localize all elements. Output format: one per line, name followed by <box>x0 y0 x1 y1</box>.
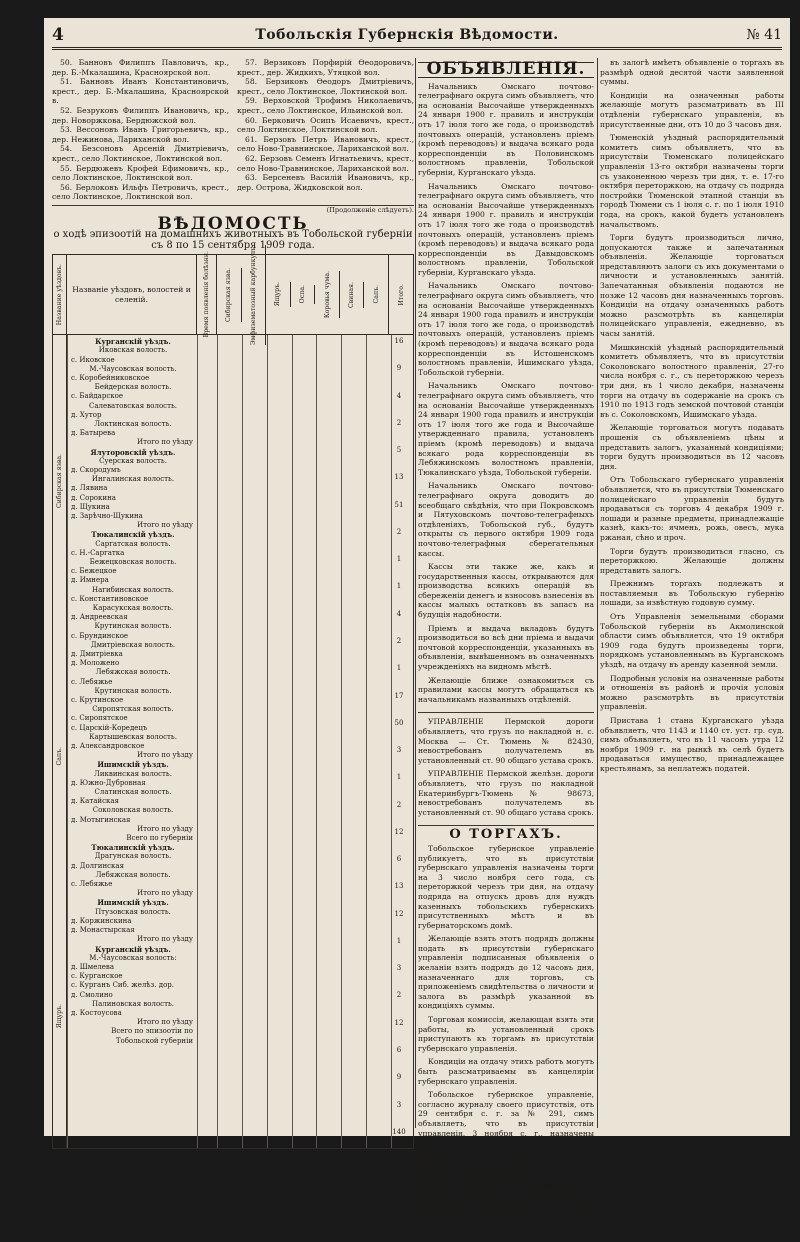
auction-paragraph: Желающіе принять на себя этотъ подрядъ должны быть подписаны въ губернскомъ управленіи до 12 ч. дня, назначеннаго для торговъ, съ представленіемъ залоговъ для обезпеченія подряда. <box>418 1180 594 1238</box>
side-label: Сибирская язва. <box>55 454 63 509</box>
auction-paragraph: Торговая комиссія, желающая взять эти работы, въ установленный срокъ приступаютъ къ торгамъ въ присутствіи губернскаго управленія. <box>418 1015 594 1053</box>
village-row: с. Бежецкое <box>71 567 117 576</box>
district-row: Ишимскій уѣздъ. <box>97 898 169 908</box>
table-rows <box>69 337 197 1046</box>
announcements-list <box>418 82 594 709</box>
announcement-paragraph: Начальникъ Омскаго почтово-телеграфнаго округа симъ объявляетъ, что на основаніи Высочайше утвержденныхъ 24 января 1900 года правилъ и инструкціи отъ 17 іюля того же года, о производствѣ почтовыхъ операцій, установленъ пріемъ (кромѣ переводовъ) и выдача всякаго рода корреспонденціи въ Истошенскомъ волостномъ правленіи, Ишимскаго уѣзда, Тобольской губерніи. <box>418 281 594 377</box>
total-cell: 3 <box>396 746 402 755</box>
village-row: д. Долгинская <box>71 861 124 870</box>
continuation-note: (Продолженіе слѣдуетъ). <box>326 205 414 214</box>
total-cell: 12 <box>394 1018 404 1027</box>
volost-row: Палиновская волость. <box>92 999 174 1008</box>
issue-number: № 41 <box>746 26 782 43</box>
notice-paragraph: Прежнимъ торгахъ подлежатъ и поставляемыя въ Тобольскую губернію лошади, за извѣстную годовую сумму. <box>600 579 784 608</box>
column-divider <box>597 58 598 1128</box>
total-cell: 1 <box>396 555 402 564</box>
total-cell: 3 <box>396 964 402 973</box>
volost-row: Ликвинская волость. <box>94 769 172 778</box>
total-cell: 6 <box>396 1046 402 1054</box>
volost-row: Слатинская волость. <box>94 788 172 797</box>
announcement-paragraph: Кассы эти также же, какъ и государственныя кассы, открываются для производства всякихъ операцій въ сбереженіи денегъ и взносовъ взнесенія въ кассы малыхъ остатковъ въ запасъ на будущія надобности. <box>418 562 594 620</box>
auction-paragraph: Тобольское губернское управленіе публикуетъ, что въ присутствіи губернскаго управленія назначены торги на 3 число ноября сего года, съ переторжкой черезъ три дня, на отдачу подряда на отпускъ дровъ для нуждъ казенныхъ тобольскихъ губернскихъ присутственныхъ мѣстъ и въ губернаторскомъ домѣ. <box>418 843 594 930</box>
village-row: с. Лебяжье <box>71 880 113 889</box>
village-row: д. Моложено <box>71 659 120 668</box>
village-row: с. Иковское <box>71 355 115 364</box>
volost-row: Салеватовская волость. <box>88 401 178 410</box>
total-cell: 16 <box>394 337 404 346</box>
disease-column-header: Коровья чума. <box>315 271 340 318</box>
auctions-title: О ТОРГАХЪ. <box>449 827 563 843</box>
village-row: с. Сиропятское <box>71 714 128 723</box>
notice-paragraph: Пристава 1 стана Курганскаго уѣзда объявляетъ, что 1143 и 1140 ст. уст. гр. суд. симъ объявляетъ, что въ 11 часовъ утра 12 ноября 1909 г. на рынкѣ въ селѣ будетъ продаваться имущество, принадлежащее крестьянамъ, за неплатежъ податей. <box>600 716 784 773</box>
notice-paragraph: Тюменскій уѣздный распорядительный комитетъ симъ объявляетъ, что въ присутствіи Тюменскаго полицейскаго управленія 13-го октября назначены торги съ узаконенною черезъ три дня, т. е. 17-го октября переторжкою, на отдачу съ подряда постройки Тюменской этапной станціи въ городѣ Тюмени съ 1 іюля с. г. по 1 іюля 1910 года, на срокъ, какой будетъ установленъ начальствомъ. <box>600 133 784 229</box>
village-row: д. Катайская <box>71 797 119 806</box>
left-column <box>52 58 414 1136</box>
railway-notice: УПРАВЛЕНІЕ Пермской желѣзн. дороги объявляетъ, что грузъ по накладной Екатеринбургъ-Тюмень № 98673, невостребованъ получателемъ въ установленный ст. 90 общаго устава срокъ. <box>418 769 594 817</box>
notice-paragraph: Торги будутъ производиться гласно, съ переторжкою. Желающіе должны представить залогъ. <box>600 546 784 575</box>
district-row: Ялуторовскій уѣздъ. <box>90 447 176 457</box>
total-row: Итого по уѣзду <box>137 521 193 530</box>
auctions-list <box>418 844 594 1242</box>
list-entry: 58. Берзиковъ Ѳеодоръ Дмитріевичъ, крест., село Локтинское, Локтинской вол. <box>237 77 414 96</box>
volost-row: Бейдерская волость. <box>94 383 172 392</box>
district-row: Тюкалинскій уѣздъ. <box>91 843 175 853</box>
village-row: д. Лявина <box>71 484 108 493</box>
village-row: д. Южно-Дубровная <box>71 778 146 787</box>
village-row: с. Константиновское <box>71 594 149 603</box>
total-cell: 51 <box>394 500 404 509</box>
total-cell: 6 <box>396 855 402 864</box>
side-label: Сапъ. <box>55 747 63 766</box>
name-list-col1 <box>52 58 229 202</box>
middle-column <box>418 58 594 1238</box>
table-body <box>53 335 413 1148</box>
header-name: Названіе уѣздовъ, волостей и селеній. <box>67 255 197 334</box>
volost-row: Суерская волость. <box>99 456 167 465</box>
total-row: Всего по губерніи <box>126 834 193 843</box>
total-cell: 1 <box>396 582 402 591</box>
total-row: Итого по уѣзду <box>137 438 193 447</box>
name-list <box>52 58 414 206</box>
list-entry: 51. Банновъ Иванъ Константиновичъ, крест., дер. Б.-Мкалашина, Красноярской в. <box>52 77 229 106</box>
village-row: д. Хутор <box>71 410 102 419</box>
notice-paragraph: Желающіе торговаться могутъ подавать прошенія съ объявленіемъ цѣны и представить залогъ, указанный кондиціями; торги будутъ производиться въ 12 часовъ дня. <box>600 423 784 471</box>
district-row: Тюкалинскій уѣздъ. <box>91 530 175 540</box>
list-entry: 59. Верховской Трофимъ Николаевичъ, крест., село Локтинское, Ильинской вол. <box>237 96 414 115</box>
total-row: Итого по уѣзду <box>137 935 193 944</box>
village-row: д. Зарѣчно-Щукина <box>71 511 143 520</box>
auction-paragraph: Тобольское губернское управленіе, согласно журналу своего присутствія, отъ 29 сентября с. г. за № 291, симъ объявляетъ, что въ присутствіи управленія, 3 ноября с. г., назначены торги съ узаконенною черезъ три дня переторжкою, на подрядъ работъ по очисткѣ дымовыхъ трубъ въ казенныхъ зданіяхъ города Тобольска. <box>418 1090 594 1176</box>
vedomost-subtitle: о ходѣ эпизоотій на домашнихъ животныхъ въ Тобольской губерніи съ 8 по 15 сентября 1909 года. <box>53 229 413 252</box>
list-entry: 57. Верзиковъ Порфирій Ѳеодоровичъ, крест., дер. Жидкихъ, Утяцкой вол. <box>237 58 414 77</box>
header-total: Итого. <box>397 283 405 306</box>
volost-row: Крутинская волость. <box>94 686 172 695</box>
total-cell: 4 <box>396 391 402 400</box>
list-entry: 62. Берзовъ Семенъ Игнатьевичъ, крест., село Ново-Травнинское, Лариханской вол. <box>237 153 414 173</box>
newspaper-page <box>44 18 790 1238</box>
notice-paragraph: Подробныя условія на означенные работы и отношенія въ районѣ и прочія условія можно разсмотрѣть въ присутствіи управленія. <box>600 673 784 712</box>
railway-notice: УПРАВЛЕНІЕ Пермской дороги объявляетъ, что грузъ по накладной н. с. Москва — Ст. Тюмень № 82430, невостребованъ получателемъ въ установленный ст. 90 общаго устава срокъ. <box>418 717 594 765</box>
list-entry: 50. Банновъ Филиппъ Павловичъ, кр., дер. Б.-Мкалашина, Красноярской вол. <box>52 58 229 77</box>
village-row: д. Мотыгинская <box>71 815 131 824</box>
volost-row: Нагибинская волость. <box>92 585 174 594</box>
disease-column-header: Эмфизематозный карбункулъ. <box>242 245 267 345</box>
village-row: д. Скородумъ <box>71 465 121 474</box>
announcement-paragraph: Желающіе ближе ознакомиться съ правилами кассы могутъ обращаться къ начальникамъ названныхъ отдѣленій. <box>418 675 594 704</box>
volost-row: Иковская волость. <box>98 346 168 355</box>
disease-column-header: Ящуръ. <box>266 282 291 306</box>
total-cell: 9 <box>396 364 402 373</box>
total-cell: 1 <box>396 936 402 945</box>
notice-paragraph: Отъ Управленія земельными сборами Тобольской губерніи въ Акмолинской области симъ объявляется, что 19 октября 1909 года будутъ произведены торги, порядкомъ установленнымъ въ Курганскомъ уѣздѣ, на отдачу въ аренду казенной земли. <box>600 612 784 670</box>
announcement-paragraph: Начальникъ Омскаго почтово-телеграфнаго округа доводитъ до всеобщаго свѣдѣнія, что при Покровскомъ и Пятуховскомъ почтово-телеграфныхъ отдѣленіяхъ, Тобольской губ., будутъ открыты съ первого октября 1909 года почтово-телеграфныя сберегательныя кассы. <box>418 481 594 558</box>
total-cell: 13 <box>394 473 404 482</box>
volost-row: Птузовская волость. <box>95 907 171 916</box>
volost-row: Лебяжская волость. <box>95 870 171 879</box>
total-cell: 4 <box>396 609 402 618</box>
total-cell: 2 <box>396 418 402 427</box>
total-cell: 13 <box>394 882 404 891</box>
announcement-paragraph: Пріемъ и выдача вкладовъ будутъ производиться во всѣ дни пріема и выдачи почтовой корреспонденціи, указанныхъ въ объявленіи, вывѣшенномъ въ означенныхъ учрежденіяхъ на видномъ мѣстѣ. <box>418 623 594 672</box>
total-cell: 3 <box>396 1100 402 1109</box>
total-cell: 17 <box>394 691 404 700</box>
district-row: Ишимскій уѣздъ. <box>97 760 169 770</box>
village-row: д. Сорокина <box>71 493 116 502</box>
village-row: с. Курганъ Сиб. желѣз. дор. <box>71 981 175 990</box>
list-entry: 56. Берлоковъ Ильфъ Петровичъ, крест., село Локтинское, Локтинской вол. <box>52 182 229 202</box>
village-row: с. Коробейниковское <box>71 373 150 382</box>
village-row: с. Байдарское <box>71 392 123 401</box>
railway-notices <box>418 717 594 821</box>
volost-row: Локтинская волость. <box>94 419 172 428</box>
volost-row: Лебяжская волость. <box>95 668 171 677</box>
notice-paragraph: Торги будутъ производиться лично, допускаются также и запечатанныя объявленія. Желающіе торговаться представляютъ залоги съ ихъ документами о личности и установленныхъ занятій. Запечатанныя объявленія подаются не позже 12 часовъ дня назначенныхъ торговъ. Кондиціи на отдачу означенныхъ работъ можно разсмотрѣть въ канцеляріи полицейскаго управленія, ежедневно, въ часы занятій. <box>600 233 784 339</box>
column-divider <box>415 58 416 1128</box>
village-row: д. Шмелева <box>71 962 115 971</box>
village-row: с. Царскій-Коредецъ <box>71 723 148 732</box>
disease-column-header: Оспа. <box>291 285 316 303</box>
total-cell: 1 <box>396 664 402 673</box>
total-row: Итого по уѣзду <box>137 824 193 833</box>
village-row: д. Костоусова <box>71 1008 122 1017</box>
volost-row: Бежецковская волость. <box>89 557 177 566</box>
name-list-col2 <box>237 58 414 202</box>
newspaper-title: Тобольскія Губернскія Вѣдомости. <box>255 26 559 43</box>
total-cell: 140 <box>392 1127 406 1136</box>
header-date: Время появленія болѣзни. <box>197 255 217 334</box>
volost-row: Карасукская волость. <box>92 603 174 612</box>
list-entry: 54. Безсоновъ Арсеній Дмитріевичъ, крест., село Локтинское, Локтинской вол. <box>52 144 229 163</box>
table-totals <box>387 337 411 1137</box>
list-entry: 60. Берковичъ Осипъ Исаевичъ, крест., село Локтинское, Локтинской вол. <box>237 115 414 135</box>
right-column <box>600 58 784 1128</box>
total-cell: 2 <box>396 800 402 809</box>
header-diseases <box>217 244 389 345</box>
auction-paragraph: Кондиціи на отдачу этихъ работъ могутъ быть разсматриваемы въ канцеляріи губернскаго управленія. <box>418 1057 594 1086</box>
total-cell: 9 <box>396 1073 402 1082</box>
volost-row: Соколовская волость. <box>92 806 174 815</box>
right-notices <box>600 58 784 778</box>
volost-row: М.-Чаусовская волость. <box>89 364 177 373</box>
total-cell: 12 <box>394 909 404 918</box>
village-row: д. Имнера <box>71 576 109 585</box>
list-entry: 55. Бердюжевъ Крофей Ефимовичъ, кр., село Локтинское, Локтинской вол. <box>52 163 229 183</box>
total-row: Всего по эпизоотіи по Тобольской губерніи <box>111 1027 193 1045</box>
volost-row: М.-Чаусовская волость: <box>89 953 177 962</box>
district-row: Курганскій уѣздъ. <box>95 337 171 347</box>
notice-paragraph: въ залогѣ имѣетъ объявленіе о торгахъ въ размѣрѣ одной десятой части заявленной суммы. <box>600 58 784 87</box>
village-row: д. Дмитріевка <box>71 650 123 658</box>
volost-row: Сиропятская волость. <box>92 705 174 714</box>
village-row: д. Монастырская <box>71 926 135 935</box>
auction-paragraph: Желающіе взять этотъ подрядъ должны подать въ присутствіи губернскаго управленія подписанныя объявленія о желаніи взять подрядъ до 12 часовъ дня, назначеннаго для торговъ, съ приложеніемъ свидѣтельства о личности и залога въ размѣрѣ указанной въ кондиціяхъ суммы. <box>418 934 594 1011</box>
notice-paragraph: Мишкинскій уѣздный распорядительный комитетъ объявляетъ, что въ присутствіи Соколовскаго волостного правленія, 27-го числа ноября с. г., съ переторжкою черезъ три дня, въ 1 число декабря, назначены торги на отдачу въ содержаніе на срокъ съ 1910 по 1913 годъ земской почтовой станціи въ с. Соколовскомъ, Ишимскаго уѣзда. <box>600 342 784 419</box>
village-row: д. Батырева <box>71 429 116 438</box>
total-cell: 50 <box>394 718 404 727</box>
announcement-paragraph: Начальникъ Омскаго почтово-телеграфнаго округа симъ объявляетъ, что на основаніи Высочайше утвержденныхъ 24 января 1900 г. правилъ и инструкціи отъ 17 іюля того же года о производствѣ почтовыхъ операцій, установленъ пріемъ (кромѣ переводовъ) и выдача всякаго рода корреспонденціи въ Давыдовскомъ волостномъ правленіи, Тобольской губерніи, Курганскаго уѣзда. <box>418 181 594 277</box>
village-row: д. Щукина <box>71 502 110 511</box>
volost-row: Саргатская волость. <box>95 539 171 548</box>
disease-column-header: Сибирская язва. <box>217 268 242 322</box>
total-cell: 2 <box>396 527 402 536</box>
village-row: с. Н.-Саргатка <box>71 548 125 557</box>
volost-row: Ингалинская волость. <box>91 475 175 484</box>
side-label: Ящуръ. <box>55 1004 63 1029</box>
page-header <box>52 22 782 50</box>
list-entry: 52. Безруковъ Филиппъ Ивановичъ, кр., дер. Новоржкова, Бердюжской вол. <box>52 105 229 125</box>
disease-column-header: Свиная. <box>340 282 365 308</box>
village-row: д. Коржинскина <box>71 916 132 925</box>
notice-paragraph: Отъ Тобольскаго губернскаго управленія объявляется, что въ присутствіи Тюменскаго полицейскаго управленія будутъ продаваться съ торговъ 4 декабря 1909 г. лошади и разные предметы, принадлежащіе казнѣ, какъ-то: ячмень, рожь, овесъ, мука ржаная, сѣно и проч. <box>600 475 784 542</box>
epizootic-table <box>52 244 414 1149</box>
total-row: Итого по уѣзду <box>137 1018 193 1027</box>
list-entry: 53. Вессоновъ Иванъ Григорьевичъ, кр., дер. Нежинова, Лариханской вол. <box>52 125 229 144</box>
village-row: с. Лебяжье <box>71 677 113 686</box>
total-row: Итого по уѣзду <box>137 751 193 760</box>
volost-row: Дмитріевская волость. <box>90 640 176 649</box>
vedomost-title: ВѢДОМОСТЬ <box>157 213 309 234</box>
village-row: с. Брундинское <box>71 631 129 640</box>
total-cell: 5 <box>396 446 402 455</box>
district-row: Курганскій уѣздъ. <box>95 944 171 954</box>
announcement-paragraph: Начальникъ Омскаго почтово-телеграфнаго округа симъ объявляетъ, что на основаніи Высочайше утвержденныхъ 24 января 1900 года правилъ и инструкціи отъ 17 іюля того же года и Высочайше утвержденнаго правила, установленъ пріемъ (кромѣ переводовъ) и выдача всякаго рода корреспонденціи въ Лебяжинскомъ волостномъ правленіи, Тюкалинскаго уѣзда, Тобольской губерніи. <box>418 381 594 477</box>
volost-row: Драгунская волость. <box>94 852 172 861</box>
disease-column-header: Сапъ. <box>372 285 380 304</box>
total-cell: 2 <box>396 991 402 1000</box>
announcements-title: ОБЪЯВЛЕНІЯ. <box>418 62 594 78</box>
page-number: 4 <box>52 24 64 45</box>
volost-row: Крутинская волость. <box>94 622 172 631</box>
village-row: д. Александровское <box>71 742 145 751</box>
total-row: Итого по уѣзду <box>137 889 193 898</box>
village-row: д. Андреевская <box>71 613 128 622</box>
header-side: Название уѣздовъ. <box>53 255 67 334</box>
announcement-paragraph: Начальникъ Омскаго почтово-телеграфнаго округа симъ объявляетъ, что на основаніи Высочайше утвержденныхъ 24 января 1900 г. правилъ и инструкціи отъ 17 іюля того же года, о производствѣ почтовыхъ операцій, установленъ пріемъ (кромѣ переводовъ) и выдача всякаго рода корреспонденціи въ Половинскомъ волостномъ правленіи, Тобольской губерніи, Курганскаго уѣзда. <box>418 81 594 177</box>
side-label-strip <box>53 335 67 1148</box>
total-cell: 2 <box>396 637 402 646</box>
total-cell: 12 <box>394 827 404 836</box>
list-entry: 63. Берсеневъ Василій Ивановичъ, кр., дер. Острова, Жидковской вол. <box>237 173 414 192</box>
village-row: с. Курганское <box>71 972 123 981</box>
village-row: с. Крутинское <box>71 696 124 705</box>
village-row: д. Смолино <box>71 990 113 999</box>
volost-row: Картышевская волость. <box>89 732 177 741</box>
list-entry: 61. Берзовъ Петръ Ивановичъ, крест., село Ново-Травнинское, Лариханской вол. <box>237 134 414 154</box>
total-cell: 1 <box>396 773 402 782</box>
notice-paragraph: Кондиціи на означенныя работы желающіе могутъ разсматривать въ III отдѣленіи губернскаго управленія, въ присутственные дни, отъ 10 до 3 часовъ дня. <box>600 90 784 129</box>
